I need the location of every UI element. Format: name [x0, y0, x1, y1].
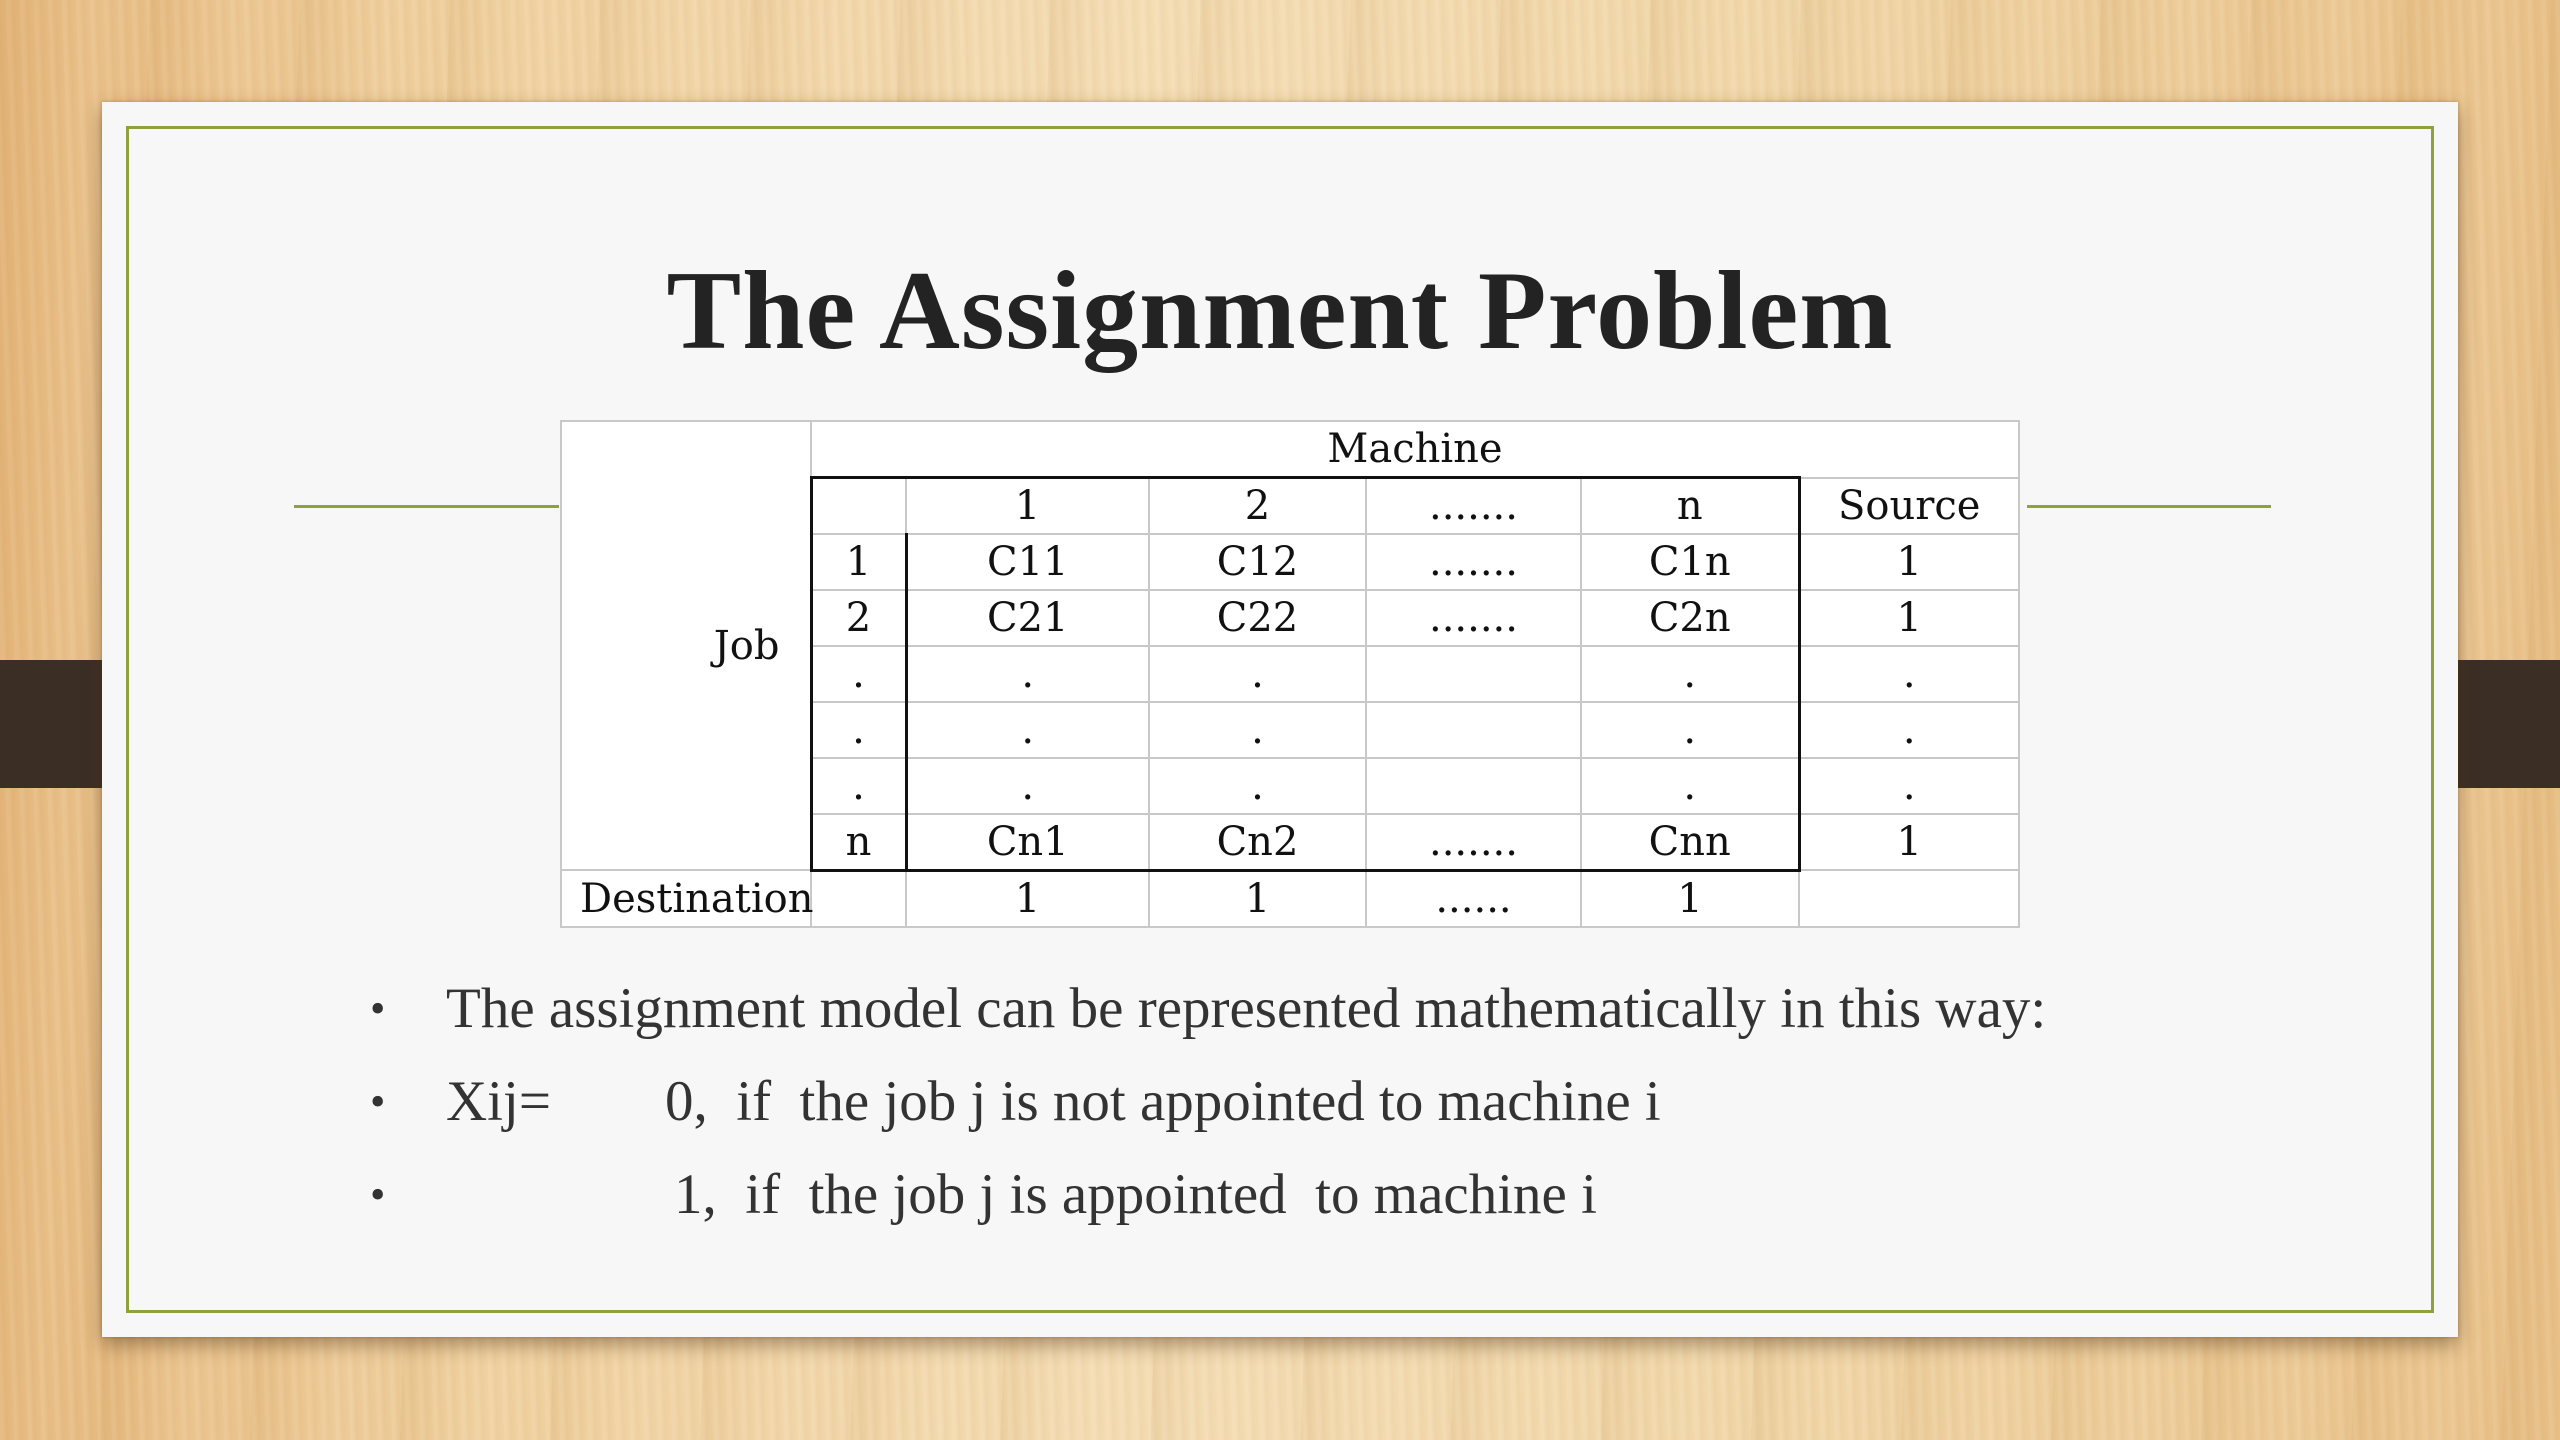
cost-cell: . — [906, 646, 1149, 702]
source-cell: . — [1799, 646, 2019, 702]
source-cell: . — [1799, 758, 2019, 814]
destination-cell: 1 — [1581, 870, 1799, 927]
destination-cell — [811, 870, 906, 927]
column-header: n — [1581, 478, 1799, 535]
cost-cell — [1366, 646, 1581, 702]
row-index: n — [811, 814, 906, 871]
xij-label: Xij= — [446, 1070, 551, 1133]
bullet-dot-icon: • — [370, 984, 386, 1033]
destination-cell: ...... — [1366, 870, 1581, 927]
row-index: . — [811, 646, 906, 702]
assignment-table — [560, 420, 2018, 928]
column-header: ....... — [1366, 478, 1581, 535]
slide-title: The Assignment Problem — [666, 249, 1894, 373]
destination-cell: 1 — [906, 870, 1149, 927]
source-header: Source — [1799, 478, 2019, 535]
cost-cell: C21 — [906, 590, 1149, 646]
corner-cell — [811, 478, 906, 535]
cost-cell: C22 — [1149, 590, 1366, 646]
cost-cell: Cnn — [1581, 814, 1799, 871]
job-label: Job — [561, 421, 811, 870]
slide — [102, 102, 2458, 1337]
cost-cell: Cn2 — [1149, 814, 1366, 871]
cost-cell — [1366, 758, 1581, 814]
machine-header-row — [561, 421, 2019, 478]
cost-cell: . — [1581, 646, 1799, 702]
title-rule-left — [294, 505, 559, 508]
cost-cell: . — [906, 758, 1149, 814]
bullet-dot-icon: • — [370, 1077, 386, 1126]
machine-header: Machine — [811, 421, 2019, 478]
cost-cell: C1n — [1581, 534, 1799, 590]
cost-cell: C2n — [1581, 590, 1799, 646]
column-header: 2 — [1149, 478, 1366, 535]
source-cell: 1 — [1799, 534, 2019, 590]
cost-cell: ....... — [1366, 534, 1581, 590]
row-index: . — [811, 702, 906, 758]
source-cell: . — [1799, 702, 2019, 758]
cost-cell: Cn1 — [906, 814, 1149, 871]
cost-cell: . — [1149, 646, 1366, 702]
destination-row — [561, 870, 2019, 927]
title-rule-right — [2027, 505, 2271, 508]
cost-cell: . — [1581, 758, 1799, 814]
destination-label: Destination — [561, 870, 811, 927]
bullet-item — [332, 1148, 2046, 1241]
cost-cell: ....... — [1366, 814, 1581, 871]
cost-cell: C12 — [1149, 534, 1366, 590]
row-index: 1 — [811, 534, 906, 590]
cost-cell: . — [1581, 702, 1799, 758]
bullet-text: 0, if the job j is not appointed to machine i — [664, 1070, 1661, 1133]
bullet-item — [332, 1055, 2046, 1148]
bullet-text: 1, if the job j is appointed to machine i — [674, 1163, 1597, 1226]
cost-cell — [1366, 702, 1581, 758]
bullet-item — [332, 962, 2046, 1055]
cost-cell: . — [906, 702, 1149, 758]
source-cell: 1 — [1799, 814, 2019, 871]
cost-cell: . — [1149, 758, 1366, 814]
row-index: . — [811, 758, 906, 814]
cost-cell: . — [1149, 702, 1366, 758]
bullet-dot-icon: • — [370, 1170, 386, 1219]
row-index: 2 — [811, 590, 906, 646]
cost-matrix — [560, 420, 2020, 928]
column-header: 1 — [906, 478, 1149, 535]
cost-cell: C11 — [906, 534, 1149, 590]
source-cell: 1 — [1799, 590, 2019, 646]
bullet-list — [332, 962, 2046, 1241]
bullet-text: The assignment model can be represented mathematically in this way: — [446, 977, 2047, 1040]
destination-cell — [1799, 870, 2019, 927]
destination-cell: 1 — [1149, 870, 1366, 927]
cost-cell: ....... — [1366, 590, 1581, 646]
